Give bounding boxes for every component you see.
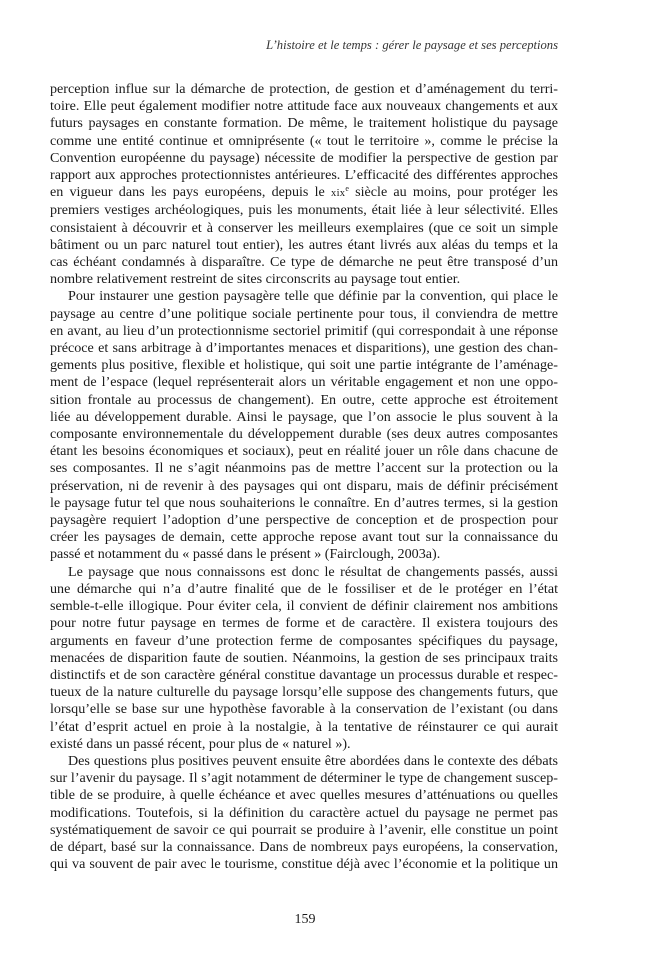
text-line: perception influe sur la démarche de protection, de gestion et d’aménagement du terri- (50, 81, 558, 97)
text-line (50, 184, 558, 202)
text-segment: siècle au moins, pour protéger les (348, 184, 558, 201)
text-line: nombre relativement restreint de sites circonscrits au paysage tout entier. (50, 271, 461, 288)
text-line: composante environnementale du développement durable (ses deux autres composantes (50, 426, 558, 443)
text-line: ment de l’espace (lequel représenterait alors un véritable engagement et non une oppo- (50, 374, 558, 391)
text-line: Pour instaurer une gestion paysagère telle que définie par la convention, qui place le (68, 288, 558, 305)
paragraph (50, 81, 558, 288)
text-line: modifications. Toutefois, si la définition du caractère actuel du paysage ne permet pas (50, 804, 558, 821)
text-line: paysage au centre d’une politique sociale pertinente pour tous, il conviendra de mettre (50, 305, 558, 322)
text-line: ses composantes. Il ne s’agit néanmoins pas de mettre l’accent sur la protection ou la (50, 460, 558, 477)
text-line: sur l’avenir du paysage. Il s’agit notamment de déterminer le type de changement suscep- (50, 770, 558, 787)
text-line: gements plus positive, flexible et holistique, qui soit une partie intégrante de l’aménage- (50, 357, 558, 374)
text-line: distinctifs et de son caractère général constitue davantage un processus durable et respec- (50, 666, 558, 683)
text-line: tible de se produire, à quelle échéance et avec quelles mesures d’atténuations ou quelles (50, 787, 558, 804)
text-line: liée au développement durable. Ainsi le paysage, que l’on associe le plus souvent à la (50, 408, 558, 425)
text-line: créer les paysages de demain, cette approche repose avant tout sur la connaissance du (50, 529, 558, 546)
running-header: L’histoire et le temps : gérer le paysage et ses perceptions (266, 38, 558, 52)
text-line: l’état d’esprit actuel en proie à la nostalgie, à la tentative de réinstaurer ce qui aurait (50, 718, 558, 735)
text-line: Des questions plus positives peuvent ensuite être abordées dans le contexte des débats (68, 752, 558, 769)
text-line: systématiquement de savoir ce qui pourrait se produire à l’avenir, elle constitue un point (50, 821, 558, 838)
text-line: futurs paysages en constante formation. De même, le traitement holistique du paysage (50, 115, 558, 132)
text-line: tueux de la nature culturelle du paysage lorsqu’elle suppose des changements futurs, que (50, 684, 558, 701)
text-line: premiers vestiges archéologiques, puis les monuments, était liée à leur sélectivité. Elles (50, 202, 558, 219)
text-segment: xix (331, 188, 346, 200)
text-line: lorsqu’elle se base sur une hypothèse favorable à la conservation de l’existant (ou dans (50, 701, 558, 718)
text-line: le paysage futur tel que nous souhaiterions le connaître. En d’autres termes, si la gestion (50, 494, 558, 511)
text-line: une démarche qui n’a d’autre finalité que de le fossiliser et de le protéger en l’état (50, 580, 558, 597)
text-line: paysagère requiert l’adoption d’une perspective de conception et de prospection pour (50, 512, 558, 529)
paragraph (50, 564, 558, 753)
text-line: préservation, ni de revenir à des paysages qui ont disparu, mais de définir précisément (50, 477, 558, 494)
page-number: 159 (294, 912, 316, 927)
text-segment: en vigueur dans les pays européens, depuis le (50, 184, 332, 201)
body-text (50, 81, 558, 873)
paragraph (50, 753, 558, 873)
text-line: qui va souvent de pair avec le tourisme, constitue déjà avec l’économie et la politique un (50, 856, 558, 873)
paragraph (50, 288, 558, 563)
text-line: sition frontale au processus de changement). En outre, cette approche est étroitement (50, 391, 558, 408)
text-line: pour notre futur paysage en termes de forme et de caractère. Il existera toujours des (50, 615, 558, 632)
text-line: bâtiment ou un parc naturel tout entier), les autres étant livrés aux aléas du temps et la (50, 236, 558, 253)
text-line: comme une entité continue et omniprésente (« tout le territoire », comme le précise la (50, 132, 558, 149)
text-line: arguments en faveur d’une protection ferme de composantes spécifiques du paysage, (50, 632, 558, 649)
text-line: Convention européenne du paysage) nécessite de modifier la perspective de gestion par (50, 149, 558, 166)
text-line: existé dans un passé récent, pour plus de « naturel »). (50, 735, 351, 752)
text-line: de départ, basé sur la connaissance. Dans de nombreux pays européens, la conservation, (50, 838, 558, 855)
text-line: consistaient à découvrir et à conserver les meilleurs exemplaires (que ce soit un simple (50, 219, 558, 236)
text-line: rapport aux approches protectionnistes antérieures. L’efficacité des différentes approches (50, 167, 558, 184)
text-line: menacées de disparition faute de soutien. Néanmoins, la gestion de ses principaux traits (50, 649, 558, 666)
text-line: Le paysage que nous connaissons est donc le résultat de changements passés, aussi (68, 563, 558, 580)
text-line: précoce et sans arbitrage à d’importantes menaces et disparitions), une gestion des chan- (50, 340, 558, 357)
text-line: étant les besoins économiques et sociaux), peut en réalité jouer un rôle dans chacune de (50, 443, 558, 460)
text-line: toire. Elle peut également modifier notre attitude face aux nouveaux changements et aux (50, 98, 558, 115)
text-line: passé et notamment du « passé dans le présent » (Fairclough, 2003a). (50, 546, 441, 563)
text-line: en avant, au lieu d’un protectionnisme sectoriel primitif (qui correspondait à une réponse (50, 322, 558, 339)
text-line: semble-t-elle illogique. Pour éviter cela, il convient de définir clairement nos ambitions (50, 598, 558, 615)
text-line: cas échéant condamnés à disparaître. Ce type de démarche ne peut être transposé d’un (50, 254, 558, 271)
text-segment: e (345, 184, 349, 194)
